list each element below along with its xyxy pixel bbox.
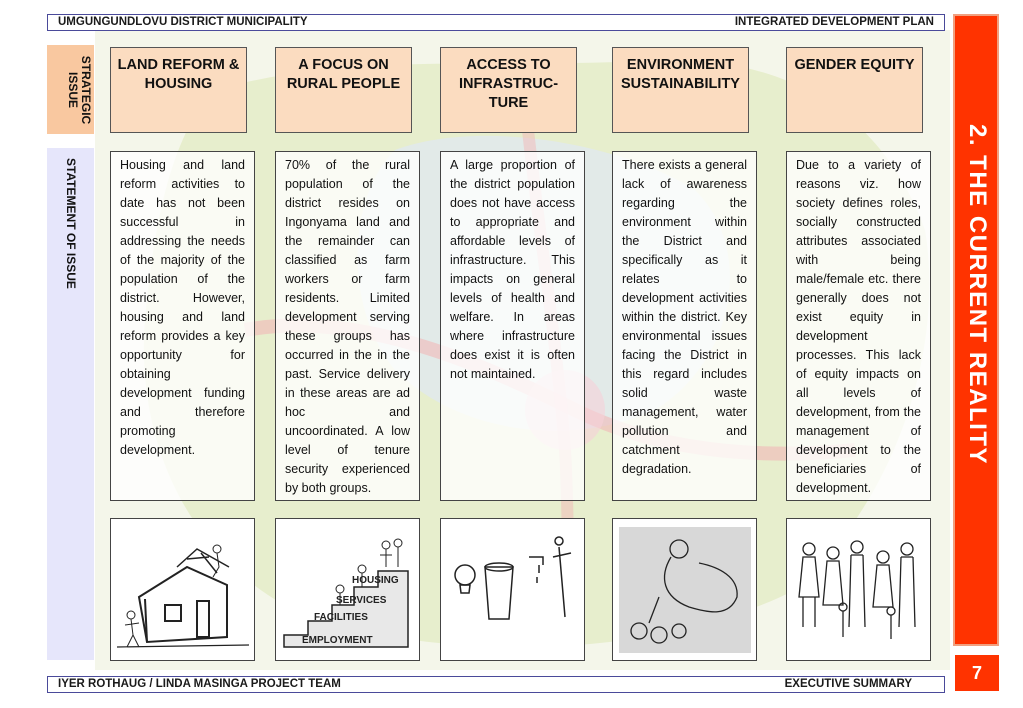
house-building-illustration xyxy=(110,518,255,661)
family-group-illustration xyxy=(786,518,931,661)
statement-of-issue-label: STATEMENT OF ISSUE xyxy=(64,158,78,289)
people-climbing-steps-illustration xyxy=(275,518,420,661)
heading-text: ENVIRONMENT SUSTAINABILITY xyxy=(621,57,740,92)
strategic-issue-label-panel xyxy=(47,45,94,134)
statement-land-reform: Housing and land reform activities to date has not been successful in addressing the needs of the majority of the population of the district. However, housing and land reform provides a key opportunity for obtaining development funding and therefore promoting development. xyxy=(110,151,255,501)
steps-icon xyxy=(282,527,414,653)
project-team: IYER ROTHAUG / LINDA MASINGA PROJECT TEAM xyxy=(58,678,341,690)
strategic-label-line1: STRATEGIC xyxy=(79,55,93,125)
family-icon xyxy=(793,527,925,653)
heading-rural-people xyxy=(275,47,412,133)
strategic-issue-label xyxy=(66,49,92,131)
section-title-panel xyxy=(953,14,999,646)
step-label-housing: HOUSING xyxy=(352,575,399,586)
heading-gender-equity xyxy=(786,47,923,133)
heading-text: GENDER EQUITY xyxy=(794,57,915,73)
statement-infrastructure: A large proportion of the district population does not have access to appropriate and affordable levels of infrastructure. This impacts on general levels of health and welfare. In areas where infrastructure does exist it is often not maintained. xyxy=(440,151,585,501)
heading-text: ACCESS TO INFRASTRUC-TURE xyxy=(458,57,559,111)
document-title: INTEGRATED DEVELOPMENT PLAN xyxy=(734,16,934,28)
gardening-icon xyxy=(619,527,751,653)
statement-environment: There exists a general lack of awareness regarding the environment within the District and specifically as it relates to development activities within the district. Key environmental issues facing the District in this regard includes solid waste management, water pollution and catchment degradation. xyxy=(612,151,757,501)
step-label-services: SERVICES xyxy=(336,595,387,606)
municipality-name: UMGUNGUNDLOVU DISTRICT MUNICIPALITY xyxy=(58,16,308,28)
infrastructure-icons-illustration xyxy=(440,518,585,661)
section-title: 2. THE CURRENT REALITY xyxy=(964,124,991,466)
step-label-facilities: FACILITIES xyxy=(314,612,368,623)
footer-bar xyxy=(47,676,945,693)
header-bar xyxy=(47,14,945,31)
heading-environment xyxy=(612,47,749,133)
heading-text: A FOCUS ON RURAL PEOPLE xyxy=(286,57,401,92)
statement-rural-people: 70% of the rural population of the district resides on Ingonyama land and the remainder can classified as farm workers or farm residents. Limited development serving these groups has occurred in the in the past. Service delivery in these areas are ad hoc and uncoordinated. A low level of tenure security experienced by both groups. xyxy=(275,151,420,501)
statement-of-issue-label-panel xyxy=(47,148,94,660)
heading-text: LAND REFORM & HOUSING xyxy=(117,57,240,92)
house-building-icon xyxy=(117,527,249,653)
strategic-label-line2: ISSUE xyxy=(66,71,80,108)
statement-gender-equity: Due to a variety of reasons viz. how society defines roles, socially constructed attributes associated with being male/female etc. there generally does not exist equity in development processes. This lack of equity impacts on all levels of development, from the management of development to the beneficiaries of development. xyxy=(786,151,931,501)
page-number: 7 xyxy=(955,655,999,691)
heading-infrastructure xyxy=(440,47,577,133)
infrastructure-icons xyxy=(447,527,579,653)
document-section: EXECUTIVE SUMMARY xyxy=(784,678,912,690)
heading-land-reform xyxy=(110,47,247,133)
step-label-employment: EMPLOYMENT xyxy=(302,635,373,646)
woman-gardening-illustration xyxy=(612,518,757,661)
